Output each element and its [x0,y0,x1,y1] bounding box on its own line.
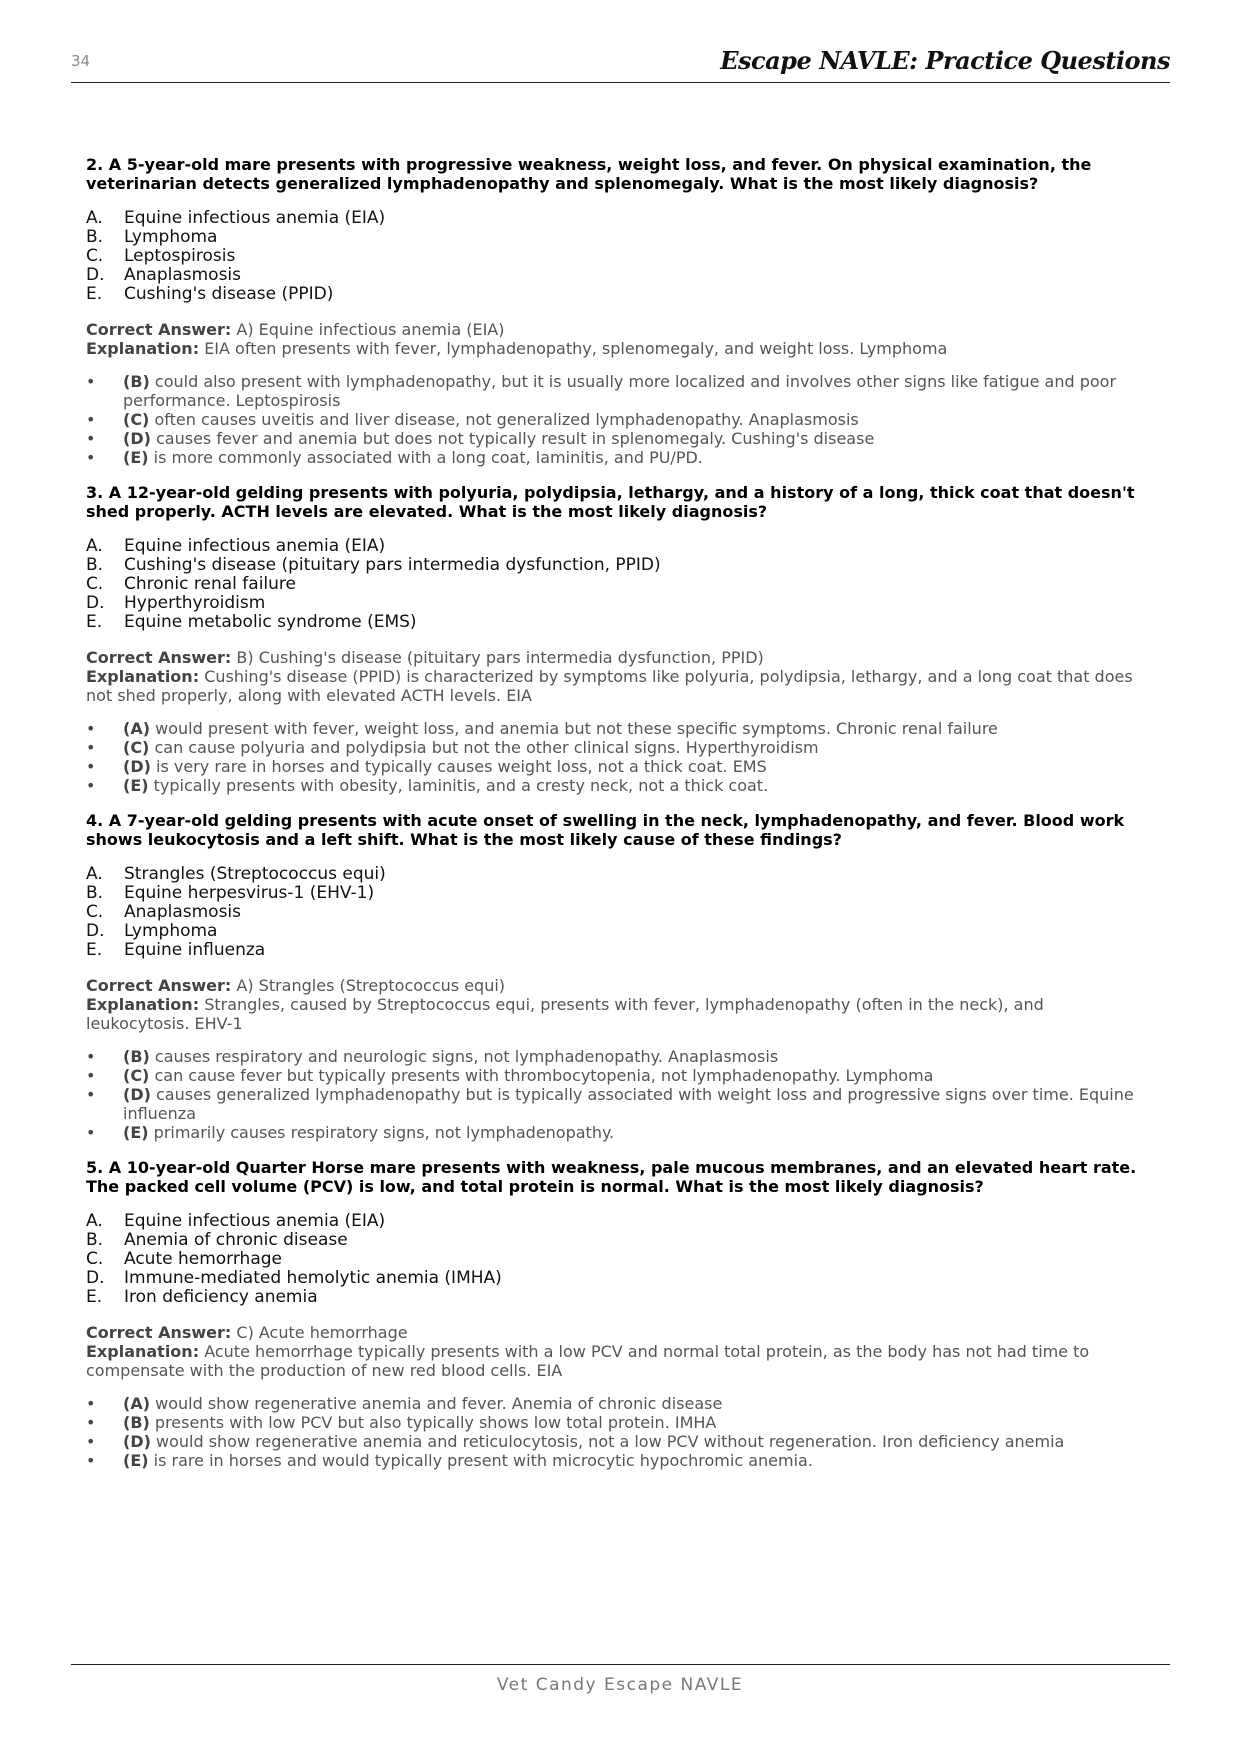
option-letter: B. [86,227,104,247]
bullet-icon: • [86,776,96,795]
distractor-text: typically presents with obesity, laminitis, and a cresty neck, not a thick coat. [153,776,769,795]
option-item [86,941,1140,960]
distractor-body [123,429,874,448]
distractor-key: (D) [123,1432,151,1451]
bullet-icon: • [86,1413,96,1432]
option-item [86,537,1140,556]
distractor-item [86,1394,1140,1413]
explanation-text: Strangles, caused by Streptococcus equi, presents with fever, lymphadenopathy (often in the neck), and leukocytosis. EHV-1 [86,995,1044,1033]
option-text: Equine herpesvirus-1 (EHV-1) [124,883,375,903]
distractor-body [123,1085,1140,1123]
explanation-line [86,995,1140,1033]
answer-block [86,320,1140,358]
distractor-key: (D) [123,757,151,776]
correct-answer-line [86,1323,1140,1342]
distractor-text: presents with low PCV but also typically shows low total protein. IMHA [154,1413,717,1432]
question-block [86,811,1140,1142]
distractor-item [86,1066,1140,1085]
option-item [86,285,1140,304]
distractor-key: (E) [123,1123,149,1142]
distractor-body [123,1066,933,1085]
bullet-icon: • [86,757,96,776]
correct-answer-label: Correct Answer: [86,648,232,667]
question-block [86,1158,1140,1470]
correct-answer-line [86,320,1140,339]
option-letter: E. [86,284,103,304]
distractor-key: (E) [123,448,149,467]
option-list [86,865,1140,960]
correct-answer-line [86,976,1140,995]
option-letter: D. [86,921,105,941]
distractor-item [86,1413,1140,1432]
question-block [86,483,1140,795]
question-stem: 3. A 12-year-old gelding presents with polyuria, polydipsia, lethargy, and a history of a long, thick coat that doesn't shed properly. ACTH levels are elevated. What is the most likely diagnosis? [86,483,1135,521]
option-text: Cushing's disease (PPID) [124,284,334,304]
distractor-item [86,719,1140,738]
option-item [86,865,1140,884]
option-list [86,209,1140,304]
option-item [86,228,1140,247]
distractor-text: is rare in horses and would typically present with microcytic hypochromic anemia. [153,1451,813,1470]
option-letter: B. [86,555,104,575]
option-item [86,209,1140,228]
option-letter: A. [86,208,103,228]
distractor-list [86,1394,1140,1470]
option-text: Immune-mediated hemolytic anemia (IMHA) [124,1268,502,1288]
bullet-icon: • [86,1432,96,1451]
distractor-text: primarily causes respiratory signs, not lymphadenopathy. [153,1123,615,1142]
explanation-line [86,1342,1140,1380]
correct-answer-label: Correct Answer: [86,320,232,339]
page-number: 34 [71,52,91,70]
answer-block [86,976,1140,1033]
distractor-key: (A) [123,1394,151,1413]
distractor-text: often causes uveitis and liver disease, not generalized lymphadenopathy. Anaplasmosis [154,410,859,429]
distractor-body [123,1413,716,1432]
distractor-text: can cause polyuria and polydipsia but not the other clinical signs. Hyperthyroidism [154,738,819,757]
question-stem: 4. A 7-year-old gelding presents with acute onset of swelling in the neck, lymphadenopathy, and fever. Blood work shows leukocytosis and a left shift. What is the most likely cause of these findings? [86,811,1125,849]
option-text: Leptospirosis [124,246,236,266]
distractor-body [123,410,859,429]
distractor-item [86,1123,1140,1142]
distractor-key: (A) [123,719,151,738]
explanation-text: Acute hemorrhage typically presents with a low PCV and normal total protein, as the body has not had time to compensate with the production of new red blood cells. EIA [86,1342,1090,1380]
distractor-item [86,1047,1140,1066]
option-text: Anaplasmosis [124,265,242,285]
option-text: Equine infectious anemia (EIA) [124,1211,386,1231]
distractor-text: causes respiratory and neurologic signs, not lymphadenopathy. Anaplasmosis [154,1047,779,1066]
option-letter: C. [86,246,104,266]
distractor-list [86,719,1140,795]
distractor-text: would present with fever, weight loss, and anemia but not these specific symptoms. Chronic renal failure [155,719,998,738]
option-letter: B. [86,883,104,903]
distractor-key: (B) [123,1413,150,1432]
distractor-body [123,1047,778,1066]
option-letter: E. [86,1287,103,1307]
distractor-key: (C) [123,738,150,757]
option-item [86,575,1140,594]
option-letter: B. [86,1230,104,1250]
option-item [86,594,1140,613]
option-text: Cushing's disease (pituitary pars intermedia dysfunction, PPID) [124,555,661,575]
distractor-list [86,372,1140,467]
bullet-icon: • [86,1451,96,1470]
distractor-key: (B) [123,372,150,391]
distractor-text: causes generalized lymphadenopathy but is typically associated with weight loss and progressive signs over time. Equine influenza [123,1085,1134,1123]
distractor-item [86,738,1140,757]
option-letter: A. [86,864,103,884]
option-text: Hyperthyroidism [124,593,266,613]
option-text: Equine infectious anemia (EIA) [124,208,386,228]
distractor-item [86,429,1140,448]
option-text: Acute hemorrhage [124,1249,282,1269]
footer-text: Vet Candy Escape NAVLE [496,1675,744,1695]
header-divider [71,82,1170,83]
option-letter: D. [86,593,105,613]
bullet-icon: • [86,738,96,757]
distractor-item [86,372,1140,410]
distractor-body [123,1432,1064,1451]
bullet-icon: • [86,1123,96,1142]
bullet-icon: • [86,1394,96,1413]
distractor-key: (B) [123,1047,150,1066]
explanation-label: Explanation: [86,995,200,1014]
option-item [86,247,1140,266]
option-text: Chronic renal failure [124,574,297,594]
option-letter: E. [86,940,103,960]
option-item [86,556,1140,575]
option-list [86,1212,1140,1307]
option-letter: A. [86,536,103,556]
explanation-label: Explanation: [86,339,200,358]
distractor-item [86,1451,1140,1470]
option-letter: C. [86,1249,104,1269]
option-letter: A. [86,1211,103,1231]
option-item [86,922,1140,941]
distractor-body [123,1451,813,1470]
option-text: Anaplasmosis [124,902,242,922]
correct-answer-label: Correct Answer: [86,1323,232,1342]
explanation-label: Explanation: [86,1342,200,1361]
distractor-text: is very rare in horses and typically causes weight loss, not a thick coat. EMS [156,757,767,776]
correct-answer-text: A) Equine infectious anemia (EIA) [236,320,505,339]
option-item [86,266,1140,285]
correct-answer-text: A) Strangles (Streptococcus equi) [236,976,506,995]
option-item [86,1250,1140,1269]
explanation-text: Cushing's disease (PPID) is characterized by symptoms like polyuria, polydipsia, lethargy, and a long coat that does not shed properly, along with elevated ACTH levels. EIA [86,667,1133,705]
option-item [86,1269,1140,1288]
option-list [86,537,1140,632]
distractor-key: (C) [123,410,150,429]
question-stem: 2. A 5-year-old mare presents with progressive weakness, weight loss, and fever. On physical examination, the veterinarian detects generalized lymphadenopathy and splenomegaly. What is the most likely diagnosis? [86,155,1092,193]
option-item [86,1212,1140,1231]
distractor-text: would show regenerative anemia and fever. Anemia of chronic disease [155,1394,723,1413]
distractor-body [123,1394,722,1413]
distractor-key: (E) [123,1451,149,1470]
distractor-text: could also present with lymphadenopathy, but it is usually more localized and involves other signs like fatigue and poor performance. Leptospirosis [123,372,1117,410]
option-item [86,884,1140,903]
answer-block [86,648,1140,705]
correct-answer-text: C) Acute hemorrhage [236,1323,408,1342]
option-item [86,1231,1140,1250]
footer-divider [71,1664,1170,1665]
option-item [86,613,1140,632]
bullet-icon: • [86,1066,96,1085]
option-letter: C. [86,902,104,922]
distractor-item [86,410,1140,429]
option-text: Equine infectious anemia (EIA) [124,536,386,556]
correct-answer-label: Correct Answer: [86,976,232,995]
distractor-item [86,448,1140,467]
distractor-item [86,1085,1140,1123]
option-letter: E. [86,612,103,632]
option-letter: D. [86,1268,105,1288]
explanation-label: Explanation: [86,667,200,686]
bullet-icon: • [86,1047,96,1066]
distractor-text: is more commonly associated with a long coat, laminitis, and PU/PD. [153,448,703,467]
explanation-text: EIA often presents with fever, lymphadenopathy, splenomegaly, and weight loss. Lymphoma [204,339,948,358]
distractor-body [123,448,703,467]
bullet-icon: • [86,448,96,467]
distractor-body [123,1123,614,1142]
option-text: Iron deficiency anemia [124,1287,318,1307]
bullet-icon: • [86,372,96,391]
distractor-key: (D) [123,1085,151,1104]
bullet-icon: • [86,429,96,448]
option-text: Equine metabolic syndrome (EMS) [124,612,417,632]
option-item [86,1288,1140,1307]
distractor-body [123,757,767,776]
bullet-icon: • [86,1085,96,1104]
bullet-icon: • [86,719,96,738]
correct-answer-text: B) Cushing's disease (pituitary pars intermedia dysfunction, PPID) [236,648,764,667]
running-header-title: Escape NAVLE: Practice Questions [720,46,1170,75]
option-text: Anemia of chronic disease [124,1230,348,1250]
question-stem: 5. A 10-year-old Quarter Horse mare presents with weakness, pale mucous membranes, and an elevated heart rate. The packed cell volume (PCV) is low, and total protein is normal. What is the most likely diagnosis? [86,1158,1137,1196]
option-text: Lymphoma [124,921,218,941]
option-text: Lymphoma [124,227,218,247]
option-text: Strangles (Streptococcus equi) [124,864,386,884]
explanation-line [86,667,1140,705]
question-list [86,155,1140,1486]
distractor-list [86,1047,1140,1142]
correct-answer-line [86,648,1140,667]
option-item [86,903,1140,922]
answer-block [86,1323,1140,1380]
distractor-text: causes fever and anemia but does not typically result in splenomegaly. Cushing's disease [156,429,875,448]
option-text: Equine influenza [124,940,266,960]
distractor-key: (D) [123,429,151,448]
distractor-body [123,776,768,795]
question-block [86,155,1140,467]
distractor-key: (E) [123,776,149,795]
distractor-text: would show regenerative anemia and reticulocytosis, not a low PCV without regeneration. Iron deficiency anemia [156,1432,1065,1451]
distractor-item [86,757,1140,776]
distractor-text: can cause fever but typically presents with thrombocytopenia, not lymphadenopathy. Lymphoma [154,1066,934,1085]
distractor-body [123,738,819,757]
distractor-item [86,1432,1140,1451]
distractor-body [123,372,1140,410]
option-letter: D. [86,265,105,285]
distractor-item [86,776,1140,795]
option-letter: C. [86,574,104,594]
distractor-key: (C) [123,1066,150,1085]
explanation-line [86,339,1140,358]
distractor-body [123,719,998,738]
bullet-icon: • [86,410,96,429]
